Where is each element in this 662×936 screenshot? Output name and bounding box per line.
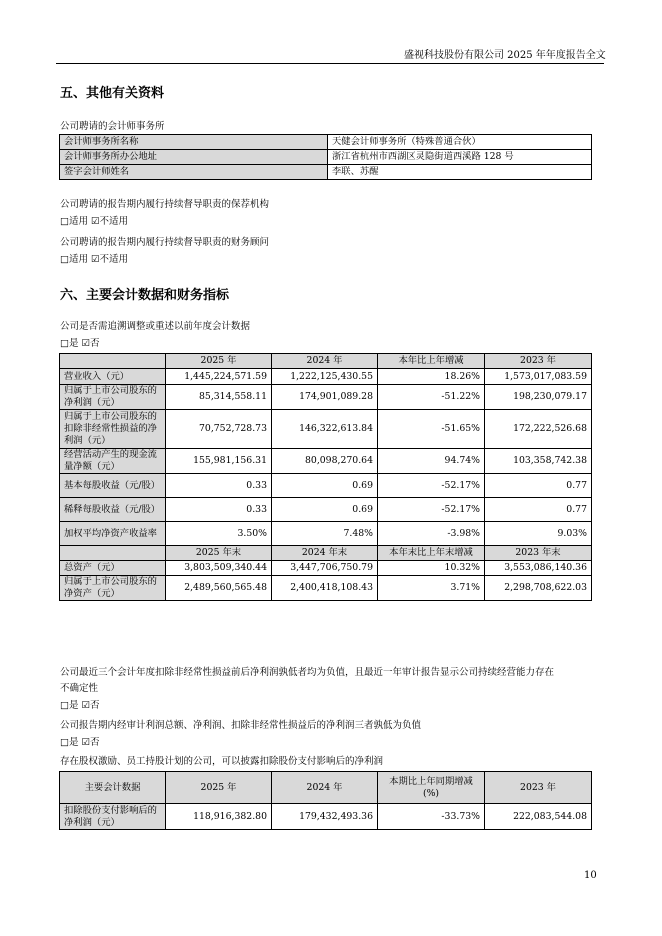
table-header-row — [60, 546, 592, 561]
table-cell: 天健会计师事务所（特殊普通合伙） — [328, 135, 592, 150]
column-header: 2024 年 — [272, 772, 378, 804]
table-cell: 归属于上市公司股东的扣除非经常性损益的净利润（元） — [60, 410, 166, 449]
table-cell: 146,322,613.84 — [272, 410, 378, 449]
table-cell: 3,553,086,140.36 — [485, 561, 592, 576]
table-cell: 198,230,079.17 — [485, 385, 592, 410]
table-cell: 归属于上市公司股东的净利润（元） — [60, 385, 166, 410]
table-header-row — [60, 772, 592, 804]
note1-line1: 公司最近三个会计年度扣除非经常性损益前后净利润孰低者均为负值，且最近一年审计报告显示公司持续经营能力存在 — [60, 667, 555, 678]
share-payment-table — [59, 771, 592, 830]
header-rule — [56, 63, 604, 64]
note2: 公司报告期内经审计利润总额、净利润、扣除非经常性损益后的净利润三者孰低为负值 — [60, 720, 422, 731]
table-row — [60, 135, 592, 150]
table-cell: 签字会计师姓名 — [60, 165, 328, 180]
column-header: 本期比上年同期增减 (%) — [378, 772, 485, 804]
note1-line2: 不确定性 — [60, 683, 99, 694]
auditor-table — [59, 134, 592, 180]
table-cell: 会计师事务所办公地址 — [60, 150, 328, 165]
table-cell: 94.74% — [378, 449, 485, 474]
table-cell: 0.77 — [485, 474, 592, 498]
table-cell: -33.73% — [378, 804, 485, 830]
table-cell: 3.71% — [378, 576, 485, 601]
table-cell: 0.33 — [166, 498, 272, 522]
note3: 存在股权激励、员工持股计划的公司，可以披露扣除股份支付影响后的净利润 — [60, 756, 384, 767]
table-cell: 李联、苏醒 — [328, 165, 592, 180]
column-header: 2025 年末 — [166, 546, 272, 561]
table-row — [60, 410, 592, 449]
table-cell: 会计师事务所名称 — [60, 135, 328, 150]
column-header: 2025 年 — [166, 354, 272, 369]
table-cell: 80,098,270.64 — [272, 449, 378, 474]
table-row — [60, 369, 592, 385]
table-cell: 总资产（元） — [60, 561, 166, 576]
table-cell: 85,314,558.11 — [166, 385, 272, 410]
table-cell: 174,901,089.28 — [272, 385, 378, 410]
section5-title: 五、其他有关资料 — [60, 86, 165, 101]
table-cell: 10.32% — [378, 561, 485, 576]
table-cell: 9.03% — [485, 522, 592, 546]
table-cell: 1,222,125,430.55 — [272, 369, 378, 385]
table-cell: 基本每股收益（元/股） — [60, 474, 166, 498]
table-row — [60, 498, 592, 522]
table-cell: 0.69 — [272, 474, 378, 498]
column-header — [60, 546, 166, 561]
table-cell: 0.69 — [272, 498, 378, 522]
table-cell: 1,573,017,083.59 — [485, 369, 592, 385]
table-cell: 扣除股份支付影响后的净利润（元） — [60, 804, 166, 830]
note2-check: □是 ☑否 — [60, 737, 100, 748]
table-cell: 3,803,509,340.44 — [166, 561, 272, 576]
table-row — [60, 385, 592, 410]
table-cell: 加权平均净资产收益率 — [60, 522, 166, 546]
table-cell: 103,358,742.38 — [485, 449, 592, 474]
table-cell: -51.22% — [378, 385, 485, 410]
table-cell: 3,447,706,750.79 — [272, 561, 378, 576]
table-row — [60, 474, 592, 498]
column-header: 2023 年 — [485, 354, 592, 369]
table-cell: 0.77 — [485, 498, 592, 522]
table-row — [60, 561, 592, 576]
column-header: 2025 年 — [166, 772, 272, 804]
table-cell: 155,981,156.31 — [166, 449, 272, 474]
table-cell: 0.33 — [166, 474, 272, 498]
table-cell: 222,083,544.08 — [485, 804, 592, 830]
column-header: 2024 年末 — [272, 546, 378, 561]
table-cell: -52.17% — [378, 498, 485, 522]
table-row — [60, 522, 592, 546]
table-cell: 营业收入（元） — [60, 369, 166, 385]
column-header: 本年比上年增减 — [378, 354, 485, 369]
table-header-row — [60, 354, 592, 369]
column-header: 主要会计数据 — [60, 772, 166, 804]
table-cell: 70,752,728.73 — [166, 410, 272, 449]
key-financials-table — [59, 353, 592, 601]
table-cell: 1,445,224,571.59 — [166, 369, 272, 385]
table-cell: -52.17% — [378, 474, 485, 498]
table-cell: 2,298,708,622.03 — [485, 576, 592, 601]
column-header: 2023 年末 — [485, 546, 592, 561]
table-cell: 浙江省杭州市西湖区灵隐街道西溪路 128 号 — [328, 150, 592, 165]
table-cell: 稀释每股收益（元/股） — [60, 498, 166, 522]
note1-check: □是 ☑否 — [60, 700, 100, 711]
table-row — [60, 150, 592, 165]
table-row — [60, 804, 592, 830]
table-row — [60, 449, 592, 474]
column-header: 2024 年 — [272, 354, 378, 369]
advisor-line: 公司聘请的报告期内履行持续督导职责的财务顾问 — [60, 237, 270, 248]
restate-check: □是 ☑否 — [60, 338, 100, 349]
table-row — [60, 576, 592, 601]
table-cell: 18.26% — [378, 369, 485, 385]
column-header: 本年末比上年末增减 — [378, 546, 485, 561]
column-header: 2023 年 — [485, 772, 592, 804]
table-row — [60, 165, 592, 180]
table-cell: 179,432,493.36 — [272, 804, 378, 830]
table-cell: -51.65% — [378, 410, 485, 449]
table-cell: 172,222,526.68 — [485, 410, 592, 449]
table-cell: -3.98% — [378, 522, 485, 546]
page-header: 盛视科技股份有限公司 2025 年年度报告全文 — [404, 50, 606, 61]
column-header — [60, 354, 166, 369]
section5-intro: 公司聘请的会计师事务所 — [60, 121, 165, 132]
table-cell: 归属于上市公司股东的净资产（元） — [60, 576, 166, 601]
table-cell: 7.48% — [272, 522, 378, 546]
advisor-check: □适用 ☑不适用 — [60, 254, 129, 265]
table-cell: 经营活动产生的现金流量净额（元） — [60, 449, 166, 474]
sponsor-check: □适用 ☑不适用 — [60, 216, 129, 227]
table-cell: 2,400,418,108.43 — [272, 576, 378, 601]
restate-question: 公司是否需追溯调整或重述以前年度会计数据 — [60, 321, 251, 332]
table-cell: 3.50% — [166, 522, 272, 546]
table-cell: 2,489,560,565.48 — [166, 576, 272, 601]
table-cell: 118,916,382.80 — [166, 804, 272, 830]
page-number: 10 — [584, 870, 597, 881]
sponsor-line: 公司聘请的报告期内履行持续督导职责的保荐机构 — [60, 199, 270, 210]
section6-title: 六、主要会计数据和财务指标 — [60, 288, 230, 303]
